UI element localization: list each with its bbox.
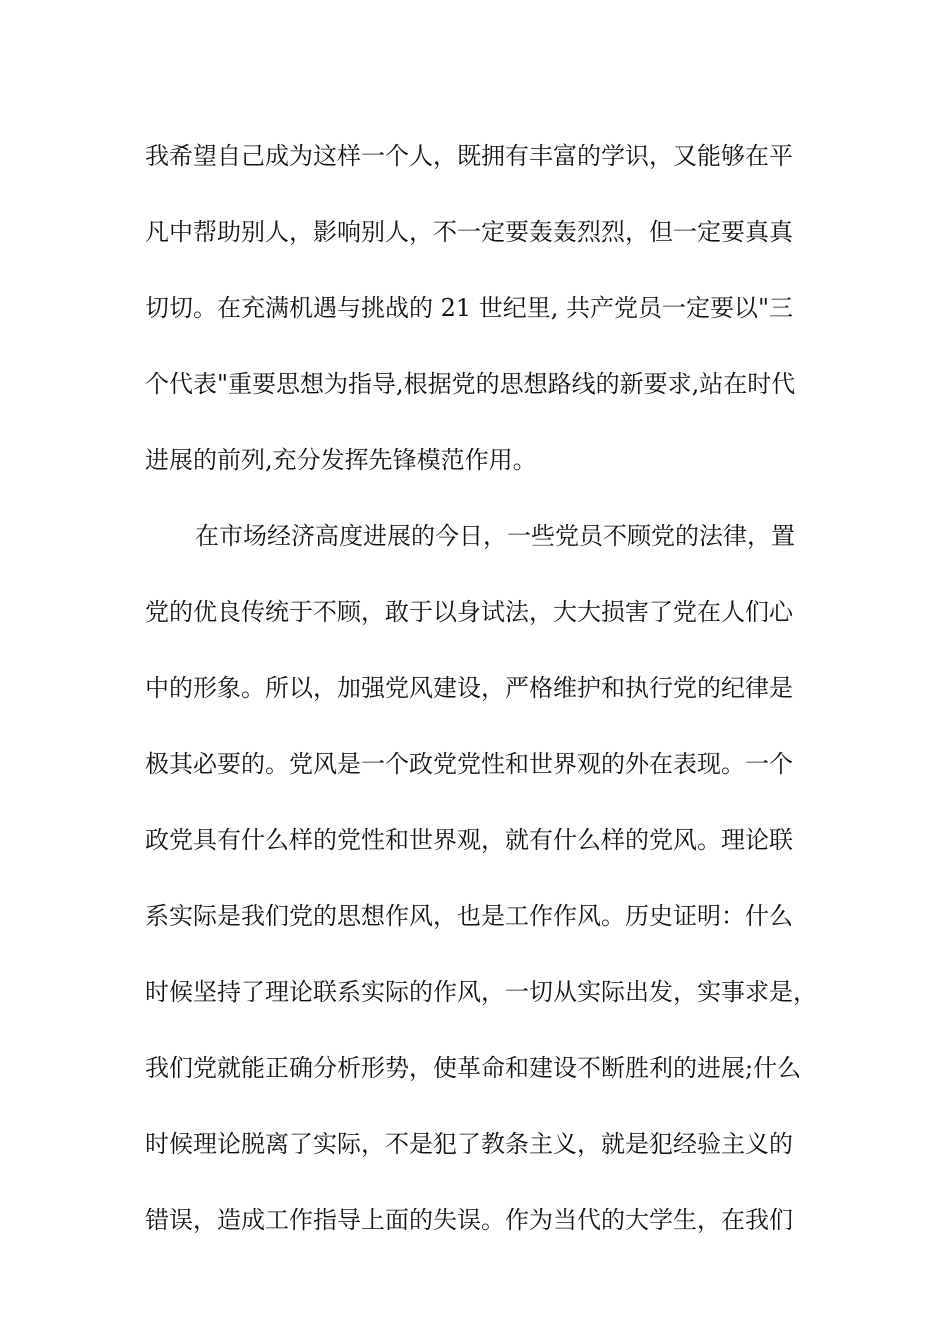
- text-line: 时候坚持了理论联系实际的作风，一切从实际出发，实事求是，: [145, 978, 817, 1006]
- document-body: [145, 133, 825, 1273]
- text-line: 系实际是我们党的思想作风，也是工作作风。历史证明：什么: [145, 902, 793, 930]
- paragraph-2: [145, 513, 825, 1273]
- text-line: 党的优良传统于不顾，敢于以身试法，大大损害了党在人们心: [145, 598, 793, 626]
- text-line: 中的形象。所以，加强党风建设，严格维护和执行党的纪律是: [145, 674, 793, 702]
- text-line: 政党具有什么样的党性和世界观，就有什么样的党风。理论联: [145, 826, 793, 854]
- text-line: 我希望自己成为这样一个人，既拥有丰富的学识，又能够在平: [145, 142, 793, 170]
- text-line: 错误，造成工作指导上面的失误。作为当代的大学生，在我们: [145, 1206, 793, 1234]
- text-line: 凡中帮助别人，影响别人，不一定要轰轰烈烈，但一定要真真: [145, 218, 793, 246]
- text-line: 时候理论脱离了实际，不是犯了教条主义，就是犯经验主义的: [145, 1130, 793, 1158]
- text-line: 进展的前列,充分发挥先锋模范作用。: [145, 446, 537, 474]
- text-line: 极其必要的。党风是一个政党党性和世界观的外在表现。一个: [145, 750, 793, 778]
- text-line: 切切。在充满机遇与挑战的 21 世纪里, 共产党员一定要以"三: [145, 294, 794, 322]
- paragraph-1: [145, 133, 825, 513]
- text-line: 个代表"重要思想为指导,根据党的思想路线的新要求,站在时代: [145, 370, 796, 398]
- text-line-indented: 在市场经济高度进展的今日，一些党员不顾党的法律，置: [195, 522, 795, 550]
- text-line: 我们党就能正确分析形势，使革命和建设不断胜利的进展;什么: [145, 1054, 802, 1082]
